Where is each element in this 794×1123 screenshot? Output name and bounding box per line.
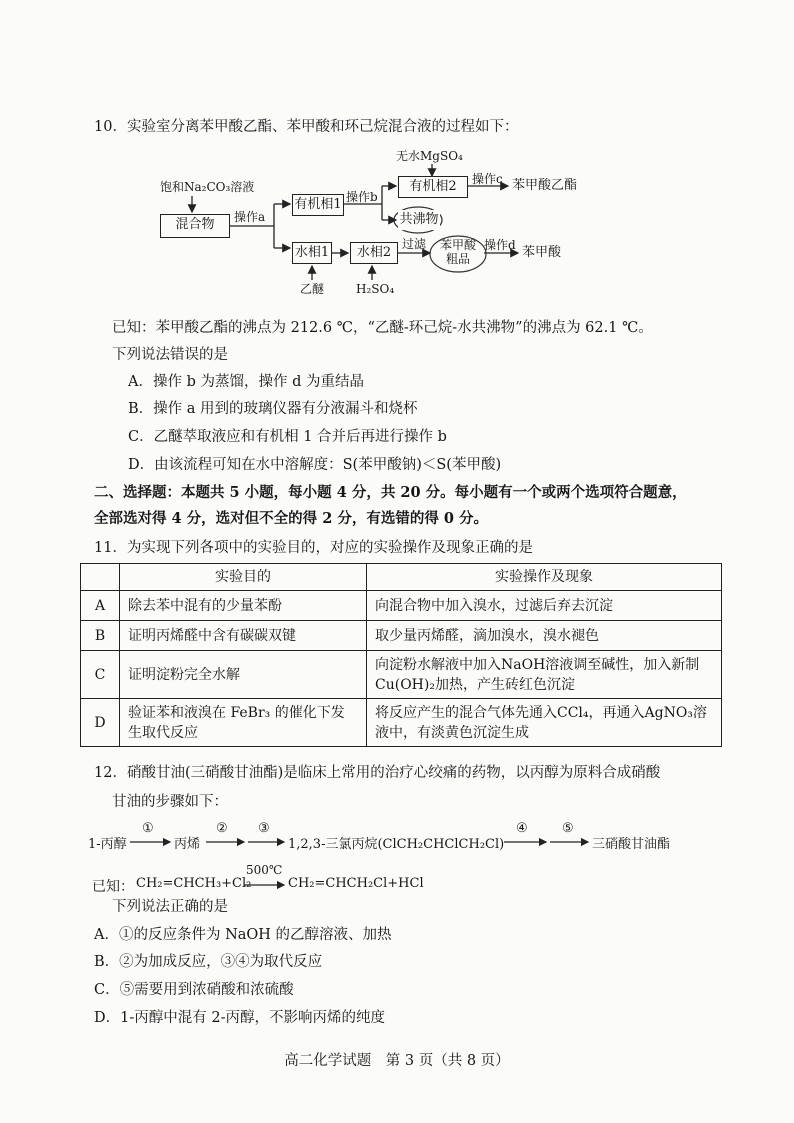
q10-stem: 10．实验室分离苯甲酸乙酯、苯甲酸和环己烷混合液的过程如下： (94, 119, 519, 135)
product-ethyl-benzoate: 苯甲酸乙酯 (512, 178, 578, 193)
scheme-propene: 丙烯 (174, 837, 201, 852)
reagent-na2co3: 饱和Na₂CO₃溶液 (160, 180, 255, 194)
label-op-a: 操作a (234, 210, 266, 224)
label-op-c: 操作c (472, 172, 503, 186)
box-aqueous2: 水相2 (350, 242, 398, 264)
box-organic2: 有机相2 (398, 176, 468, 198)
known-reactants: CH₂=CHCH₃+Cl₂ (136, 876, 252, 891)
table-row (81, 621, 722, 651)
scheme-step-2: ② (216, 821, 228, 836)
row-goal: 证明丙烯醛中含有碳碳双键 (120, 621, 367, 651)
header-goal: 实验目的 (120, 564, 367, 591)
reagent-mgso4: 无水MgSO₄ (396, 149, 463, 163)
section2-instructions-line2: 全部选对得 4 分，选对但不全的得 2 分，有选错的得 0 分。 (94, 510, 489, 527)
header-operation: 实验操作及现象 (367, 564, 722, 591)
label-filter: 过滤 (402, 237, 427, 251)
label-op-d: 操作d (484, 238, 516, 252)
q12-question: 下列说法正确的是 (112, 899, 228, 915)
scheme-step-3: ③ (258, 821, 270, 836)
table-row (81, 591, 722, 621)
scheme-trichloropropane: 1,2,3-三氯丙烷(ClCH₂CHClCH₂Cl) (288, 837, 505, 852)
table-row (81, 699, 722, 747)
q12-stem-line1: 12．硝酸甘油(三硝酸甘油酯)是临床上常用的治疗心绞痛的药物，以丙醇为原料合成硝酸 (94, 765, 661, 781)
label-op-b: 操作b (346, 190, 378, 204)
label-crude-benzoic-acid: 苯甲酸粗品 (439, 238, 476, 266)
row-key: C (81, 651, 120, 699)
row-operation: 将反应产生的混合气体先通入CCl₄，再通入AgNO₃溶液中，有淡黄色沉淀生成 (367, 699, 722, 747)
synthesis-scheme (88, 821, 728, 853)
q12-stem-line2: 甘油的步骤如下： (112, 794, 228, 810)
page-footer: 高二化学试题 第 3 页（共 8 页） (284, 1053, 510, 1069)
box-organic1: 有机相1 (292, 194, 344, 216)
scheme-step-1: ① (142, 821, 154, 836)
q12-known-reaction (92, 863, 512, 896)
row-goal: 证明淀粉完全水解 (120, 651, 367, 699)
box-aqueous1: 水相1 (292, 242, 332, 264)
row-goal: 验证苯和液溴在 FeBr₃ 的催化下发生取代反应 (120, 699, 367, 747)
q10-known: 已知：苯甲酸乙酯的沸点为 212.6 ℃，“乙醚-环己烷-水共沸物”的沸点为 62.1 ℃。 (112, 320, 653, 336)
box-mixture: 混合物 (160, 214, 230, 238)
row-key: D (81, 699, 120, 747)
section2-instructions-line1: 二、选择题：本题共 5 小题，每小题 4 分，共 20 分。每小题有一个或两个选项符合题意， (94, 484, 687, 501)
separation-flowchart (150, 148, 590, 298)
q10-option-d: D．由该流程可知在水中溶解度：S(苯甲酸钠)＜S(苯甲酸) (128, 457, 502, 473)
scheme-step-4: ④ (516, 821, 528, 836)
row-key: A (81, 591, 120, 621)
row-operation: 向混合物中加入溴水，过滤后弃去沉淀 (367, 591, 722, 621)
q12-option-d: D．1-丙醇中混有 2-丙醇，不影响丙烯的纯度 (94, 1010, 385, 1026)
scheme-nitroglycerin: 三硝酸甘油酯 (592, 837, 671, 852)
q10-question: 下列说法错误的是 (112, 347, 228, 363)
known-products: CH₂=CHCH₂Cl+HCl (288, 876, 424, 891)
reagent-h2so4: H₂SO₄ (356, 282, 395, 296)
row-key: B (81, 621, 120, 651)
product-benzoic-acid: 苯甲酸 (522, 245, 562, 260)
table-row (81, 651, 722, 699)
q12-option-c: C．⑤需要用到浓硝酸和浓硫酸 (94, 982, 294, 998)
row-goal: 除去苯中混有的少量苯酚 (120, 591, 367, 621)
row-operation: 向淀粉水解液中加入NaOH溶液调至碱性，加入新制Cu(OH)₂加热，产生砖红色沉淀 (367, 651, 722, 699)
q11-stem: 11．为实现下列各项中的实验目的，对应的实验操作及现象正确的是 (94, 540, 533, 556)
reagent-ether: 乙醚 (300, 282, 325, 296)
scheme-step-5: ⑤ (562, 821, 574, 836)
scheme-1-propanol: 1-丙醇 (88, 837, 127, 852)
known-condition: 500℃ (246, 863, 283, 877)
table-header-row (81, 564, 722, 591)
row-operation: 取少量丙烯醛，滴加溴水，溴水褪色 (367, 621, 722, 651)
q12-option-b: B．②为加成反应，③④为取代反应 (94, 954, 323, 970)
q10-option-c: C．乙醚萃取液应和有机相 1 合并后再进行操作 b (128, 429, 447, 445)
label-azeotrope: 共沸物 (398, 210, 440, 230)
q10-option-a: A．操作 b 为蒸馏，操作 d 为重结晶 (128, 374, 364, 390)
known-prefix: 已知： (92, 879, 134, 895)
q10-option-b: B．操作 a 用到的玻璃仪器有分液漏斗和烧杯 (128, 401, 418, 417)
q11-table (80, 563, 722, 747)
q12-option-a: A．①的反应条件为 NaOH 的乙醇溶液、加热 (94, 927, 392, 943)
